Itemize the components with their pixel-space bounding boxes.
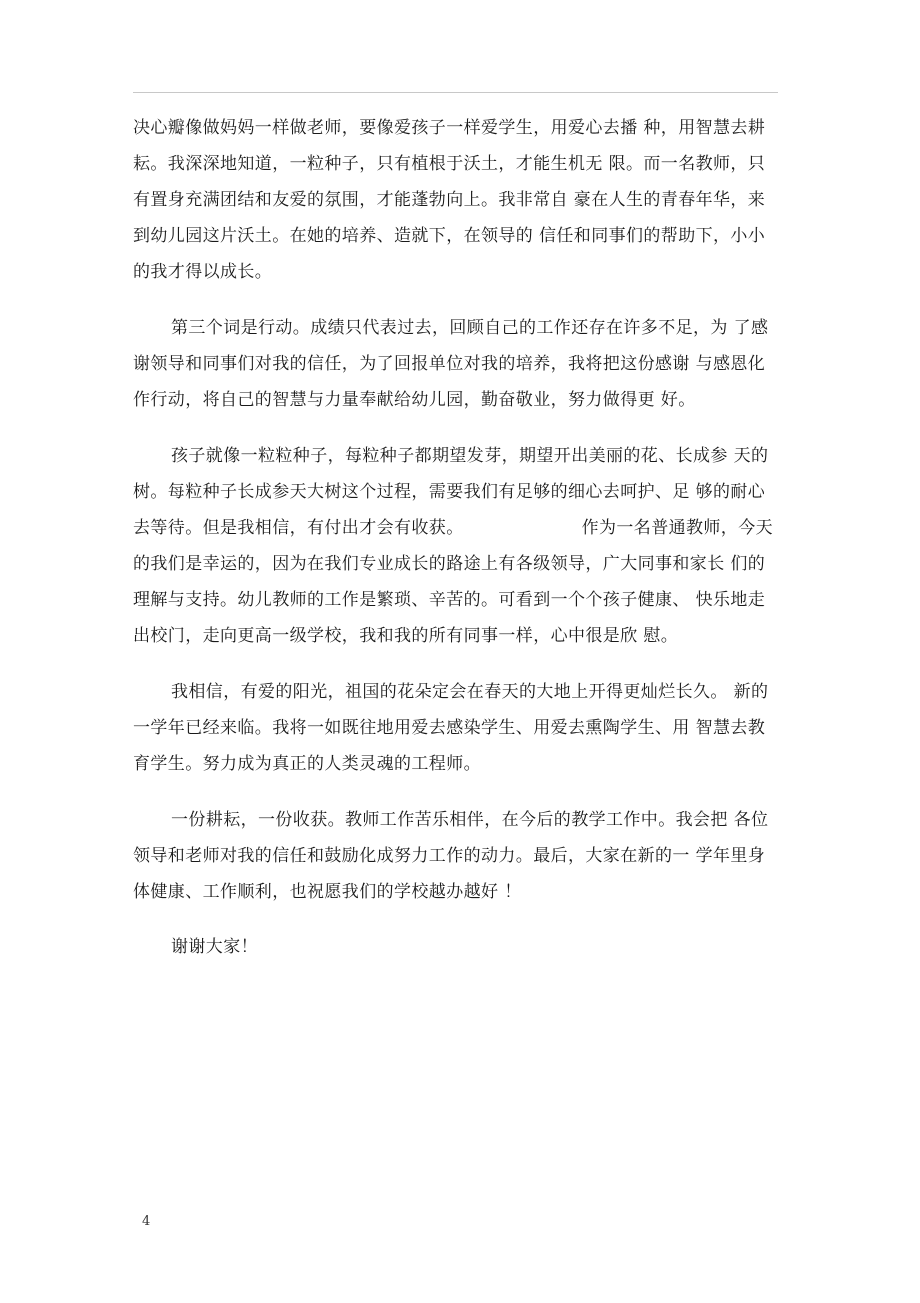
document-body xyxy=(133,110,773,965)
text-line: 体健康、工作顺利，也祝愿我们的学校越办越好 ！ xyxy=(133,882,522,902)
text-line: 树。每粒种子长成参天大树这个过程，需要我们有足够的细心去呵护、足 够的耐心 xyxy=(133,482,766,502)
header-rule xyxy=(133,92,778,93)
text-line: 谢领导和同事们对我的信任，为了回报单位对我的培养，我将把这份感谢 与感恩化 xyxy=(133,354,766,374)
text-line: 的我才得以成长。 xyxy=(133,262,273,282)
paragraph-spacer xyxy=(133,782,773,802)
page-number: 4 xyxy=(142,1214,151,1229)
paragraph-3 xyxy=(133,438,773,654)
text-line-part: 作为一名普通教师，今天 xyxy=(581,518,774,538)
text-line-part: 去等待。但是我相信，有付出才会有收获。 xyxy=(133,518,464,538)
text-line: 到幼儿园这片沃土。在她的培养、造就下，在领导的 信任和同事们的帮助下，小小 xyxy=(133,226,766,246)
paragraph-spacer xyxy=(133,654,773,674)
text-line: 第三个词是行动。成绩只代表过去，回顾自己的工作还存在许多不足，为 了感 xyxy=(171,318,769,338)
text-line: 有置身充满团结和友爱的氛围，才能蓬勃向上。我非常自 豪在人生的青春年华，来 xyxy=(133,190,766,210)
text-line: 理解与支持。幼儿教师的工作是繁琐、辛苦的。可看到一个个孩子健康、 快乐地走 xyxy=(133,590,766,610)
text-line: 育学生。努力成为真正的人类灵魂的工程师。 xyxy=(133,754,481,774)
text-line: 决心瓣像做妈妈一样做老师，要像爱孩子一样爱学生，用爱心去播 种，用智慧去耕 xyxy=(133,118,766,138)
closing-thanks xyxy=(133,929,773,965)
text-line: 的我们是幸运的，因为在我们专业成长的路途上有各级领导，广大同事和家长 们的 xyxy=(133,554,766,574)
paragraph-4 xyxy=(133,674,773,782)
text-line: 耘。我深深地知道，一粒种子，只有植根于沃土，才能生机无 限。而一名教师，只 xyxy=(133,154,766,174)
paragraph-5 xyxy=(133,802,773,910)
paragraph-spacer xyxy=(133,418,773,438)
paragraph-1 xyxy=(133,110,773,290)
text-line: 我相信，有爱的阳光，祖国的花朵定会在春天的大地上开得更灿烂长久。 新的 xyxy=(171,682,769,702)
text-line: 领导和老师对我的信任和鼓励化成努力工作的动力。最后，大家在新的一 学年里身 xyxy=(133,846,766,866)
paragraph-spacer xyxy=(133,290,773,310)
text-line: 作行动，将自己的智慧与力量奉献给幼儿园，勤奋敬业，努力做得更 好。 xyxy=(133,390,696,410)
text-line: 孩子就像一粒粒种子，每粒种子都期望发芽，期望开出美丽的花、长成参 天的 xyxy=(171,446,769,466)
paragraph-2 xyxy=(133,310,773,418)
text-line: 谢谢大家！ xyxy=(171,937,258,957)
text-line: 一学年已经来临。我将一如既往地用爱去感染学生、用爱去熏陶学生、用 智慧去教 xyxy=(133,718,766,738)
text-line: 出校门，走向更高一级学校，我和我的所有同事一样，心中很是欣 慰。 xyxy=(133,626,679,646)
paragraph-spacer xyxy=(133,910,773,929)
text-line xyxy=(133,510,773,546)
text-line: 一份耕耘，一份收获。教师工作苦乐相伴，在今后的教学工作中。我会把 各位 xyxy=(171,810,769,830)
